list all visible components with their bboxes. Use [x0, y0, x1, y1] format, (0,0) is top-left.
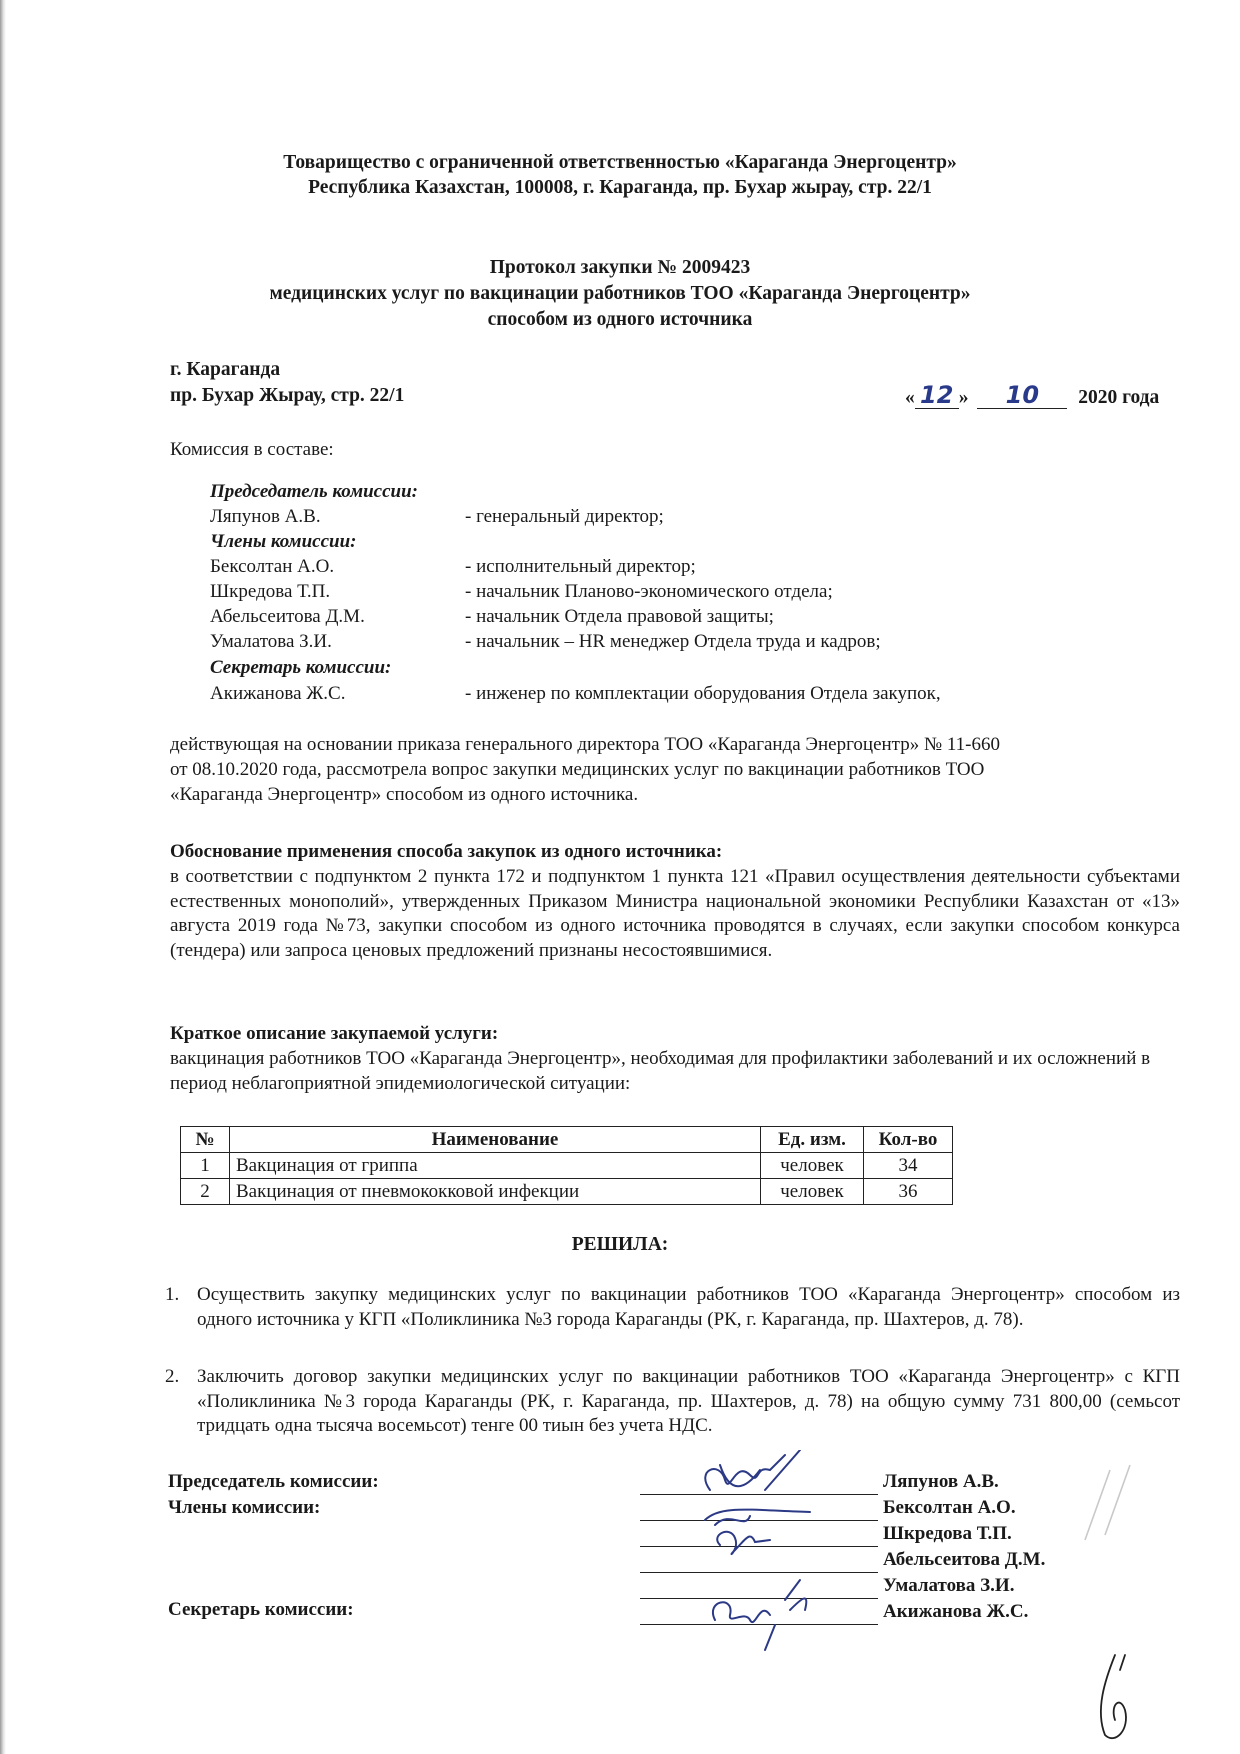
member-role-1: - исполнительный директор; — [465, 556, 696, 577]
org-address: Республика Казахстан, 100008, г. Караганда, пр. Бухар жырау, стр. 22/1 — [308, 177, 932, 198]
signer-name-2: Шкредова Т.П. — [883, 1523, 1012, 1544]
chairman-heading: Председатель комиссии: — [210, 481, 418, 502]
member-role-2: - начальник Планово-экономического отдела; — [465, 581, 833, 602]
col-header-qty: Кол-во — [864, 1127, 953, 1153]
cell-qty: 34 — [864, 1153, 953, 1179]
signer-name-5: Акижанова Ж.С. — [883, 1601, 1029, 1622]
member-name-4: Умалатова З.И. — [210, 631, 332, 652]
description-heading: Краткое описание закупаемой услуги: — [170, 1023, 499, 1044]
faint-signature-icon — [1065, 1460, 1145, 1550]
initials-mark-icon — [1085, 1650, 1165, 1750]
decision-num-2: 2. — [165, 1366, 180, 1387]
sign-chairman-label: Председатель комиссии: — [168, 1471, 379, 1492]
member-role-5: - инженер по комплектации оборудования Отдела закупок, — [465, 683, 941, 704]
table-row — [181, 1179, 953, 1205]
date-open-quote: « — [905, 387, 915, 408]
basis-line-3: «Караганда Энергоцентр» способом из одного источника. — [170, 784, 639, 805]
cell-no: 2 — [181, 1179, 230, 1205]
cell-qty: 36 — [864, 1179, 953, 1205]
decision-item-2: Заключить договор закупки медицинских услуг по вакцинации работников ТОО «Караганда Энергоцентр» с КГП «Поликлиника №3 города Караганды (РК, г. Караганда, пр. Шахтеров, д. 78) на общую сумму 731 800,00 (семьсот тридцать одна тысяча восемьсот) тенге 00 тиын без учета НДС. — [197, 1366, 1180, 1436]
signer-name-0: Ляпунов А.В. — [883, 1471, 999, 1492]
member-name-2: Шкредова Т.П. — [210, 581, 331, 602]
street: пр. Бухар Жырау, стр. 22/1 — [170, 385, 405, 406]
col-header-unit: Ед. изм. — [761, 1127, 864, 1153]
decision-num-1: 1. — [165, 1284, 180, 1305]
sign-members-label: Члены комиссии: — [168, 1497, 321, 1518]
basis-line-2: от 08.10.2020 года, рассмотрела вопрос закупки медицинских услуг по вакцинации работников ТОО — [170, 759, 985, 780]
org-name: Товарищество с ограниченной ответственностью «Караганда Энергоцентр» — [283, 152, 957, 173]
member-role-0: - генеральный директор; — [465, 506, 664, 527]
commission-intro: Комиссия в составе: — [170, 439, 334, 460]
table-row — [181, 1153, 953, 1179]
col-header-no: № — [181, 1127, 230, 1153]
member-name-1: Бексолтан А.О. — [210, 556, 335, 577]
member-name-3: Абельсеитова Д.М. — [210, 606, 365, 627]
cell-no: 1 — [181, 1153, 230, 1179]
handwritten-signatures-icon — [690, 1450, 890, 1670]
protocol-date — [905, 383, 1159, 410]
cell-name: Вакцинация от гриппа — [230, 1153, 761, 1179]
items-table — [180, 1126, 953, 1205]
member-name-0: Ляпунов А.В. — [210, 506, 321, 527]
member-role-4: - начальник – HR менеджер Отдела труда и кадров; — [465, 631, 881, 652]
date-year: 2020 года — [1078, 387, 1160, 408]
protocol-method: способом из одного источника — [487, 309, 753, 330]
member-role-3: - начальник Отдела правовой защиты; — [465, 606, 774, 627]
member-name-5: Акижанова Ж.С. — [210, 683, 346, 704]
decision-heading: РЕШИЛА: — [571, 1234, 669, 1255]
justification-heading: Обоснование применения способа закупок из одного источника: — [170, 841, 723, 862]
date-close-quote: » — [958, 387, 969, 408]
col-header-name: Наименование — [230, 1127, 761, 1153]
protocol-title: Протокол закупки № 2009423 — [489, 257, 751, 278]
date-month: 10 — [977, 383, 1067, 409]
signer-name-1: Бексолтан А.О. — [883, 1497, 1016, 1518]
secretary-heading: Секретарь комиссии: — [210, 657, 392, 678]
cell-name: Вакцинация от пневмококковой инфекции — [230, 1179, 761, 1205]
justification-text: в соответствии с подпунктом 2 пункта 172 и подпунктом 1 пункта 121 «Правил осуществления деятельности субъектами естественных монополий», утвержденных Приказом Министра национальной экономики Республики Казахстан от «13» августа 2019 года №73, закупки способом из одного источника проводятся в случаях, если закупки способом конкурса (тендера) или запроса ценовых предложений признаны несостоявшимися. — [170, 866, 1180, 961]
members-heading: Члены комиссии: — [210, 531, 357, 552]
description-text: вакцинация работников ТОО «Караганда Энергоцентр», необходимая для профилактики заболеваний и их осложнений в период неблагоприятной эпидемиологической ситуации: — [170, 1048, 1151, 1094]
table-header-row — [181, 1127, 953, 1153]
cell-unit: человек — [761, 1179, 864, 1205]
decision-item-1: Осуществить закупку медицинских услуг по вакцинации работников ТОО «Караганда Энергоцентр» способом из одного источника у КГП «Поликлиника №3 города Караганды (РК, г. Караганда, пр. Шахтеров, д. 78). — [197, 1284, 1180, 1330]
protocol-subject: медицинских услуг по вакцинации работников ТОО «Караганда Энергоцентр» — [269, 283, 971, 304]
date-day: 12 — [915, 383, 959, 409]
cell-unit: человек — [761, 1153, 864, 1179]
signer-name-3: Абельсеитова Д.М. — [883, 1549, 1046, 1570]
signer-name-4: Умалатова З.И. — [883, 1575, 1015, 1596]
basis-line-1: действующая на основании приказа генерального директора ТОО «Караганда Энергоцентр» № 11-660 — [170, 734, 1000, 755]
sign-secretary-label: Секретарь комиссии: — [168, 1599, 354, 1620]
city: г. Караганда — [170, 359, 281, 380]
